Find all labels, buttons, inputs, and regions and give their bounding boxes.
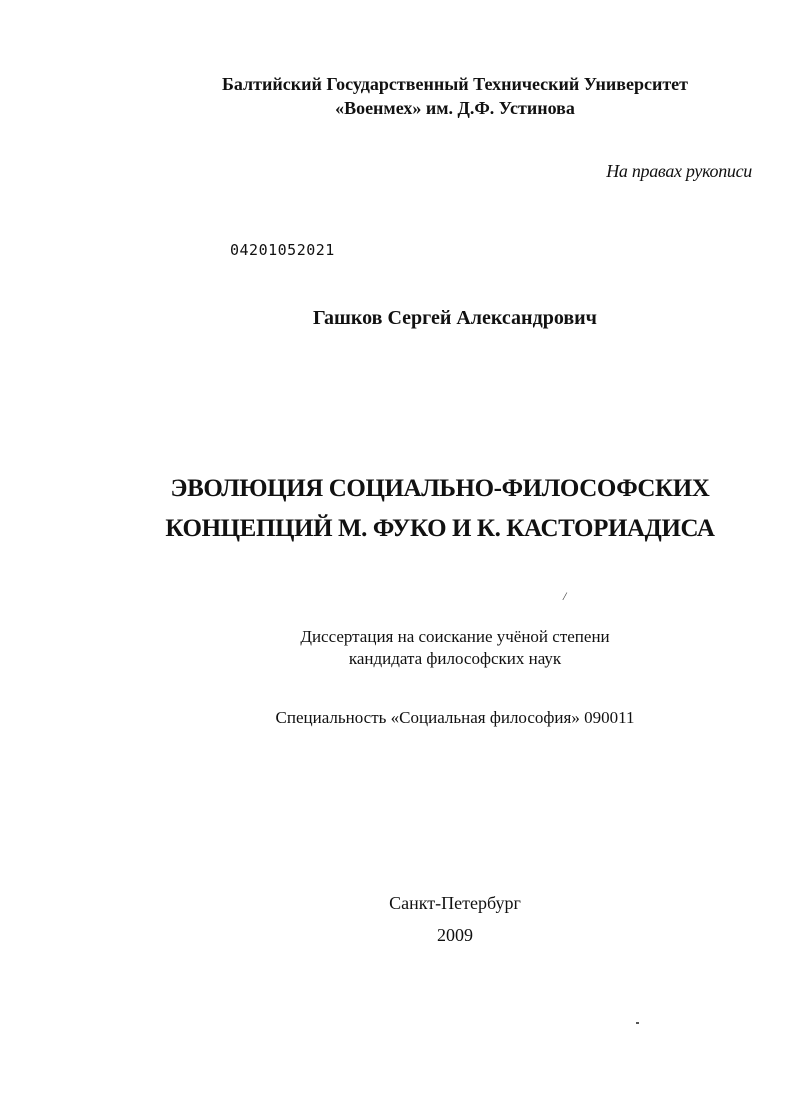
degree-statement <box>0 626 796 670</box>
title-line-1: ЭВОЛЮЦИЯ СОЦИАЛЬНО-ФИЛОСОФСКИХ <box>170 475 710 502</box>
university-subtitle: «Военмех» им. Д.Ф. Устинова <box>335 98 575 118</box>
degree-line-1: Диссертация на соискание учёной степени <box>300 627 610 646</box>
city: Санкт-Петербург <box>389 893 521 913</box>
registration-code: 04201052021 <box>230 241 335 259</box>
title-line-2: КОНЦЕПЦИЙ М. ФУКО И К. КАСТОРИАДИСА <box>165 515 715 542</box>
stray-mark: / <box>563 589 567 603</box>
specialty: Специальность «Социальная философия» 090011 <box>275 708 635 727</box>
university-header <box>0 72 796 120</box>
degree-line-2: кандидата философских наук <box>348 649 562 668</box>
scan-speck <box>636 1022 639 1024</box>
place-and-year <box>0 887 796 951</box>
year: 2009 <box>437 925 473 945</box>
dissertation-title <box>0 469 796 549</box>
author-name: Гашков Сергей Александрович <box>313 307 597 329</box>
manuscript-note: На правах рукописи <box>606 161 752 181</box>
university-name: Балтийский Государственный Технический Университет <box>221 74 689 94</box>
